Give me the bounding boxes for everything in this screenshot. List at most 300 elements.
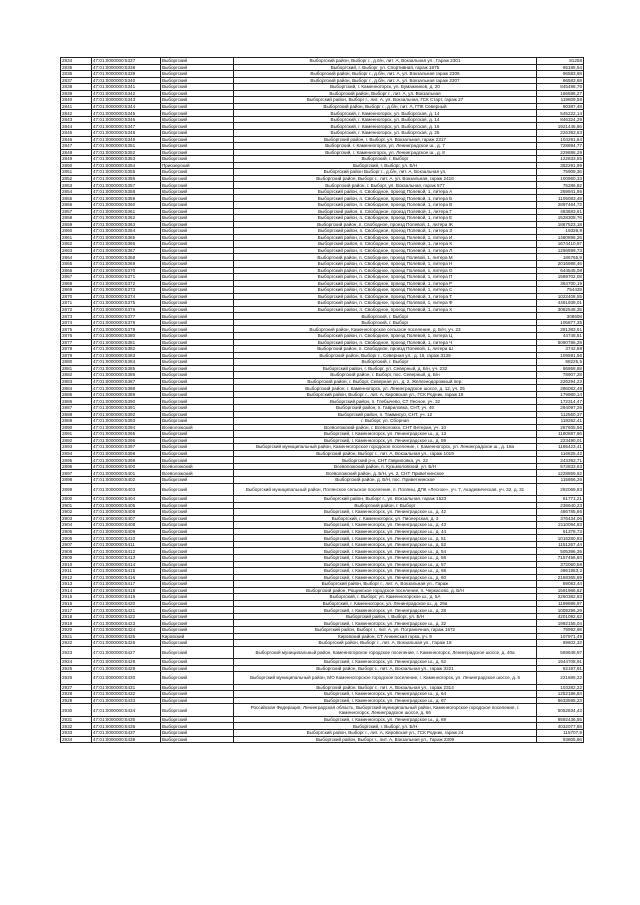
district-cell: Выборгский	[161, 646, 234, 659]
cadastral-number-cell: 47:01:0000000:5402	[92, 477, 161, 484]
cadastral-value-cell: 728894,77	[537, 143, 584, 150]
cadastral-value-cell: 5052834,43	[537, 704, 584, 717]
cadastral-value-cell: 19326,9	[537, 228, 584, 235]
cadastral-number-cell: 47:01:0000000:5355	[92, 169, 161, 176]
cadastral-number-cell: 47:01:0000000:5364	[92, 228, 161, 235]
cadastral-value-cell: 364700,19	[537, 280, 584, 287]
address-cell: Выборгский, г. Выборг, ул. Б/Н	[234, 723, 537, 730]
address-cell: Выборгский, г. Каменногорск, ул. Ленинградское ш., д. 57	[234, 561, 537, 568]
row-number-cell: 2839	[61, 90, 92, 97]
address-cell: Выборгский район, г. Выборг, ул. Вокзальная, гараж 577	[234, 182, 537, 189]
cadastral-number-cell: 47:01:0000000:5377	[92, 313, 161, 320]
cadastral-number-cell: 47:01:0000000:5347	[92, 123, 161, 130]
district-cell: Выборгский	[161, 306, 234, 313]
cadastral-number-cell: 47:01:0000000:5393	[92, 418, 161, 425]
cadastral-number-cell: 47:01:0000000:5405	[92, 502, 161, 509]
row-number-cell: 2887	[61, 404, 92, 411]
address-cell: Выборгский, г. Каменногорск, ул. Ленинградское ш., д. 51	[234, 535, 537, 542]
table-row	[61, 646, 584, 659]
district-cell: Выборгский	[161, 716, 234, 723]
district-cell: Выборгский	[161, 496, 234, 503]
row-number-cell: 2929	[61, 697, 92, 704]
row-number-cell: 2928	[61, 691, 92, 698]
address-cell: Выборгский, г. Каменногорск, ул. Ленинградское ш., д. 59	[234, 437, 537, 444]
row-number-cell: 2840	[61, 97, 92, 104]
address-cell: Выборгский район, п. Свободное, проезд Полевой, 1, литера О	[234, 267, 537, 274]
cadastral-number-cell: 47:01:0000000:5372	[92, 280, 161, 287]
cadastral-number-cell: 47:01:0000000:5434	[92, 704, 161, 717]
cadastral-value-cell: 221685,22	[537, 672, 584, 685]
row-number-cell: 2894	[61, 450, 92, 457]
address-cell: Выборгский район, п. Свободное, проезд Полевой, 1, литера В	[234, 202, 537, 209]
address-cell: Выборгский район, г. Выборг, ул. Б/Н	[234, 613, 537, 620]
table-row	[61, 672, 584, 685]
cadastral-value-cell: 505396,36	[537, 548, 584, 555]
address-cell: Выборгский, г. Каменногорск, ул. Ленинградское ш., д. 7	[234, 143, 537, 150]
cadastral-number-cell: 47:01:0000000:5380	[92, 332, 161, 339]
table-row	[61, 704, 584, 717]
cadastral-number-cell: 47:01:0000000:5345	[92, 110, 161, 117]
cadastral-value-cell: 2260382,83	[537, 594, 584, 601]
cadastral-number-cell: 47:01:0000000:5385	[92, 365, 161, 372]
row-number-cell: 2883	[61, 378, 92, 385]
row-number-cell: 2872	[61, 306, 92, 313]
address-cell: Выборгский, г. Выборг, ул. Каменногорское ш., д. 5А	[234, 594, 537, 601]
cadastral-value-cell: 846324,29	[537, 116, 584, 123]
address-cell: Выборгский район, п. Свободное, проезд Полевой, 1, литера Ч	[234, 339, 537, 346]
cadastral-number-cell: 47:01:0000000:5395	[92, 431, 161, 438]
address-cell: Выборгский район, п. Свободное, проезд Полевой, 1, литера Ф	[234, 300, 537, 307]
cadastral-number-cell: 47:01:0000000:5367	[92, 247, 161, 254]
row-number-cell: 2899	[61, 483, 92, 496]
address-cell: Выборгский, г. Каменногорск, ул. Бумажников, д. 20	[234, 84, 537, 91]
district-cell: Выборгский	[161, 697, 234, 704]
cadastral-value-cell: 308608	[537, 313, 584, 320]
district-cell: Выборгский	[161, 136, 234, 143]
cadastral-number-cell: 47:01:0000000:5366	[92, 241, 161, 248]
district-cell: Выборгский	[161, 522, 234, 529]
cadastral-value-cell: 845488,76	[537, 84, 584, 91]
cadastral-value-cell: 238640,23	[537, 502, 584, 509]
cadastral-value-cell: 1528308,76	[537, 215, 584, 222]
address-cell: Выборгский, г. Каменногорск, ул. Ленинградское ш., д. 28	[234, 607, 537, 614]
address-cell: Выборгский, г. Каменногорск, ул. Ленинградское ш., д. 62	[234, 659, 537, 666]
cadastral-value-cell: 44748,81	[537, 332, 584, 339]
row-number-cell: 2876	[61, 332, 92, 339]
cadastral-value-cell: 78907,28	[537, 372, 584, 379]
address-cell: Выборгский р-н, СНТ Гавриловка, уч. 22	[234, 457, 537, 464]
address-cell: Выборгский район, Выборг г., ул. Вокзальная, гараж 1523	[234, 496, 537, 503]
cadastral-value-cell: 1009296,29	[537, 607, 584, 614]
cadastral-number-cell: 47:01:0000000:5378	[92, 319, 161, 326]
row-number-cell: 2858	[61, 215, 92, 222]
cadastral-number-cell: 47:01:0000000:5397	[92, 444, 161, 451]
cadastral-value-cell: 362291,99	[537, 162, 584, 169]
row-number-cell: 2848	[61, 149, 92, 156]
cadastral-value-cell: 1992155,04	[537, 620, 584, 627]
cadastral-number-cell: 47:01:0000000:5432	[92, 691, 161, 698]
row-number-cell: 2910	[61, 561, 92, 568]
address-cell: Выборгский район, п. Свободное, проезд Полевой, 1, литера Ц	[234, 332, 537, 339]
district-cell: Выборгский	[161, 274, 234, 281]
district-cell: Выборгский	[161, 450, 234, 457]
address-cell: Выборгский район, Выборг г., лит. А, Вокзальная ул., Гараж 2309	[234, 736, 537, 743]
address-cell: Выборгский, г. Каменногорск, ул. Ленинградское ш., д. 29а	[234, 600, 537, 607]
cadastral-value-cell: 1228859,62	[537, 470, 584, 477]
district-cell: Выборгский	[161, 457, 234, 464]
district-cell: Выборгский	[161, 267, 234, 274]
row-number-cell: 2861	[61, 234, 92, 241]
cadastral-value-cell: 1015280,83	[537, 535, 584, 542]
row-number-cell: 2922	[61, 640, 92, 647]
address-cell: Выборгский район, п. Свободное, проезд Полевой, 1, литера Р	[234, 280, 537, 287]
cadastral-number-cell: 47:01:0000000:5398	[92, 450, 161, 457]
cadastral-number-cell: 47:01:0000000:5427	[92, 646, 161, 659]
district-cell: Выборгский	[161, 326, 234, 333]
cadastral-number-cell: 47:01:0000000:5390	[92, 398, 161, 405]
row-number-cell: 2847	[61, 143, 92, 150]
cadastral-number-cell: 47:01:0000000:5430	[92, 672, 161, 685]
address-cell: Выборгский район, п. Гавриловка, СНТ, уч. 46	[234, 404, 537, 411]
district-cell: Выборгский	[161, 116, 234, 123]
cadastral-number-cell: 47:01:0000000:5403	[92, 483, 161, 496]
cadastral-number-cell: 47:01:0000000:5387	[92, 378, 161, 385]
address-cell: Всеволожский район, п. Кузьмоловский, ул. Б/Н	[234, 463, 537, 470]
row-number-cell: 2931	[61, 716, 92, 723]
cadastral-value-cell: 2016988,46	[537, 260, 584, 267]
district-cell: Всеволожский	[161, 463, 234, 470]
cadastral-number-cell: 47:01:0000000:5376	[92, 306, 161, 313]
cadastral-value-cell: 115866,26	[537, 477, 584, 484]
address-cell: Выборгский, г. Каменногорск, ул. Ленинградское ш., д. 8	[234, 149, 537, 156]
cadastral-number-cell: 47:01:0000000:5421	[92, 607, 161, 614]
cadastral-number-cell: 47:01:0000000:5429	[92, 665, 161, 672]
cadastral-number-cell: 47:01:0000000:5409	[92, 528, 161, 535]
cadastral-value-cell: 644545,08	[537, 267, 584, 274]
district-cell: Выборгский	[161, 378, 234, 385]
row-number-cell: 2841	[61, 103, 92, 110]
address-cell: Выборгский район, Рощинское городское поселение, п. Черкасово, д. Б/Н	[234, 587, 537, 594]
address-cell: Выборгский, г. Выборг, ул. Спортивная, гараж 1875	[234, 64, 537, 71]
address-cell: Выборгский, г. Каменногорск, ул. Ленинградское ш., д. 43	[234, 522, 537, 529]
address-cell: Выборгский район, Выборг г., лит. А, Вокзальная ул., Гараж 18	[234, 640, 537, 647]
row-number-cell: 2874	[61, 319, 92, 326]
cadastral-number-cell: 47:01:0000000:5379	[92, 326, 161, 333]
district-cell: Выборгский	[161, 123, 234, 130]
address-cell: Выборгский район, п. Свободное, проезд Полевой, 1, литера М	[234, 254, 537, 261]
district-cell: Выборгский	[161, 90, 234, 97]
district-cell: Выборгский	[161, 581, 234, 588]
cadastral-value-cell: 572833,63	[537, 463, 584, 470]
cadastral-number-cell: 47:01:0000000:5352	[92, 149, 161, 156]
cadastral-value-cell: 226393,63	[537, 130, 584, 137]
district-cell: Выборгский	[161, 319, 234, 326]
row-number-cell: 2892	[61, 437, 92, 444]
cadastral-number-cell: 47:01:0000000:5419	[92, 594, 161, 601]
cadastral-value-cell: 292069,83	[537, 483, 584, 496]
cadastral-value-cell: 1180687,86	[537, 431, 584, 438]
cadastral-number-cell: 47:01:0000000:5353	[92, 156, 161, 163]
district-cell: Выборгский	[161, 300, 234, 307]
cadastral-value-cell: 223490,01	[537, 437, 584, 444]
row-number-cell: 2857	[61, 208, 92, 215]
district-cell: Выборгский	[161, 437, 234, 444]
row-number-cell: 2930	[61, 704, 92, 717]
district-cell: Выборгский	[161, 287, 234, 294]
cadastral-number-cell: 47:01:0000000:5426	[92, 640, 161, 647]
cadastral-value-cell: 1165423,41	[537, 444, 584, 451]
row-number-cell: 2924	[61, 659, 92, 666]
cadastral-number-cell: 47:01:0000000:5346	[92, 116, 161, 123]
cadastral-value-cell: 109591,56	[537, 352, 584, 359]
row-number-cell: 2845	[61, 130, 92, 137]
district-cell: Выборгский	[161, 672, 234, 685]
cadastral-number-cell: 47:01:0000000:5363	[92, 221, 161, 228]
address-cell: Выборгский район, г. Выборг, ул. Вокзальная, гараж 2317	[234, 136, 537, 143]
district-cell: Выборгский	[161, 175, 234, 182]
cadastral-number-cell: 47:01:0000000:5389	[92, 391, 161, 398]
district-cell: Выборгский	[161, 509, 234, 516]
district-cell: Выборгский	[161, 385, 234, 392]
address-cell: Выборгский муниципальный район, Каменногорское городское поселение, г. Каменногорск, ул. Ленинградское ш., д. 18а	[234, 444, 537, 451]
cadastral-value-cell: 372060,58	[537, 561, 584, 568]
district-cell: Выборгский	[161, 594, 234, 601]
district-cell: Выборгский	[161, 130, 234, 137]
cadastral-value-cell: 1674410,97	[537, 241, 584, 248]
cadastral-value-cell: 122833,55	[537, 156, 584, 163]
district-cell: Всеволожский	[161, 470, 234, 477]
address-cell: Выборгский, г. Выборг, ул. Б/Н	[234, 162, 537, 169]
cadastral-number-cell: 47:01:0000000:5412	[92, 548, 161, 555]
address-cell: Выборгский район, Выборг г., Северная ул., д. 18, гараж 3139	[234, 352, 537, 359]
cadastral-number-cell: 47:01:0000000:5348	[92, 130, 161, 137]
address-cell: Выборгский район, п. Свободное, проезд Полевой, 1, литера Т	[234, 293, 537, 300]
district-cell: Выборгский	[161, 568, 234, 575]
cadastral-number-cell: 47:01:0000000:5371	[92, 274, 161, 281]
address-cell: Выборгский район, Выборг г., лит. А, Вокзальная ул., гараж 3221	[234, 665, 537, 672]
address-cell: Выборгский, г. Каменногорск, ул. Ленинградское ш., д. 54	[234, 548, 537, 555]
district-cell: Выборгский	[161, 391, 234, 398]
address-cell: Выборгский район, п. Свободное, проезд Полевой, 1, литера П	[234, 274, 537, 281]
district-cell: Выборгский	[161, 736, 234, 743]
row-number-cell: 2914	[61, 587, 92, 594]
row-number-cell: 2927	[61, 684, 92, 691]
address-cell: Выборгский район, Выборг г., лит. А, ул. Вокзальная, гараж 2416	[234, 175, 537, 182]
cadastral-number-cell: 47:01:0000000:5410	[92, 535, 161, 542]
cadastral-number-cell: 47:01:0000000:5356	[92, 175, 161, 182]
address-cell: Выборгский район, д. Б/Н, пос. Приветнинское	[234, 477, 537, 484]
row-number-cell: 2884	[61, 385, 92, 392]
row-number-cell: 2842	[61, 110, 92, 117]
row-number-cell: 2838	[61, 84, 92, 91]
address-cell: Выборгский район, г. Выборг, ул. Северный, д. Б/н, уч. 232	[234, 365, 537, 372]
row-number-cell: 2849	[61, 156, 92, 163]
cadastral-value-table	[60, 57, 584, 743]
cadastral-value-cell: 86868,68	[537, 365, 584, 372]
cadastral-value-cell: 1151267,44	[537, 541, 584, 548]
cadastral-value-cell: 93805,86	[537, 736, 584, 743]
cadastral-number-cell: 47:01:0000000:5338	[92, 64, 161, 71]
district-cell: Выборгский	[161, 84, 234, 91]
cadastral-number-cell: 47:01:0000000:5420	[92, 600, 161, 607]
cadastral-value-cell: 89083,44	[537, 581, 584, 588]
district-cell: Выборгский	[161, 234, 234, 241]
cadastral-number-cell: 47:01:0000000:5337	[92, 58, 161, 65]
cadastral-number-cell: 47:01:0000000:5433	[92, 697, 161, 704]
cadastral-number-cell: 47:01:0000000:5357	[92, 182, 161, 189]
address-cell: Выборгский, г. Выборг	[234, 156, 537, 163]
cadastral-number-cell: 47:01:0000000:5413	[92, 554, 161, 561]
cadastral-value-cell: 82197,91	[537, 665, 584, 672]
address-cell: Выборгский, г. Каменногорск, ул. Выборгская, д. 14	[234, 116, 537, 123]
district-cell: Выборгский	[161, 483, 234, 496]
district-cell: Выборгский	[161, 215, 234, 222]
address-cell: Всеволожский район, д. Б/Н, уч. 2, СНТ Приветнинское	[234, 470, 537, 477]
district-cell: Выборгский	[161, 110, 234, 117]
table-row	[61, 483, 584, 496]
row-number-cell: 2888	[61, 411, 92, 418]
district-cell: Выборгский	[161, 541, 234, 548]
cadastral-number-cell: 47:01:0000000:5358	[92, 188, 161, 195]
district-cell: Выборгский	[161, 574, 234, 581]
row-number-cell: 2882	[61, 372, 92, 379]
cadastral-number-cell: 47:01:0000000:5392	[92, 411, 161, 418]
district-cell: Выборгский	[161, 195, 234, 202]
row-number-cell: 2921	[61, 633, 92, 640]
district-cell: Выборгский	[161, 477, 234, 484]
cadastral-value-cell: 2110094,83	[537, 522, 584, 529]
cadastral-value-cell: 1022408,55	[537, 293, 584, 300]
row-number-cell: 2889	[61, 418, 92, 425]
district-cell: Выборгский	[161, 359, 234, 366]
cadastral-number-cell: 47:01:0000000:5349	[92, 136, 161, 143]
address-cell: Выборгский район, п. Свободное, проезд Полевой, 1, литера З	[234, 228, 537, 235]
cadastral-value-cell: 4461939,01	[537, 300, 584, 307]
district-cell: Выборгский	[161, 58, 234, 65]
cadastral-value-cell: 243393,71	[537, 457, 584, 464]
cadastral-value-cell: 107971,49	[537, 633, 584, 640]
cadastral-number-cell: 47:01:0000000:5386	[92, 372, 161, 379]
address-cell: Выборгский район, Каменногорское сельское поселение, д. Б/Н, уч. 23	[234, 326, 537, 333]
row-number-cell: 2926	[61, 672, 92, 685]
address-cell: Выборгский район, п. Свободное, проезд Полевой, 1, литера К	[234, 241, 537, 248]
cadastral-value-cell: 1921445,56	[537, 123, 584, 130]
row-number-cell: 2837	[61, 77, 92, 84]
cadastral-number-cell: 47:01:0000000:5382	[92, 346, 161, 353]
district-cell: Выборгский	[161, 346, 234, 353]
district-cell: Выборгский	[161, 704, 234, 717]
row-number-cell: 2867	[61, 274, 92, 281]
row-number-cell: 2850	[61, 162, 92, 169]
cadastral-number-cell: 47:01:0000000:5374	[92, 293, 161, 300]
cadastral-value-cell: 545222,14	[537, 110, 584, 117]
cadastral-value-cell: 105877,35	[537, 319, 584, 326]
cadastral-number-cell: 47:01:0000000:5411	[92, 541, 161, 548]
address-cell: Выборгский муниципальный район, Полянское сельское поселение, п. Поляны, ДПК «Лесное», уч. 7, Академическая, уч. 32, д. 31	[234, 483, 537, 496]
cadastral-value-cell: 119262,41	[537, 418, 584, 425]
cadastral-value-cell: 100960,33	[537, 175, 584, 182]
district-cell: Выборгский	[161, 607, 234, 614]
cadastral-number-cell: 47:01:0000000:5339	[92, 71, 161, 78]
address-cell: Выборгский район, Выборг г., лит. А, ул. Пограничная, гараж 1572	[234, 626, 537, 633]
cadastral-value-cell: 4201092,62	[537, 613, 584, 620]
row-number-cell: 2843	[61, 116, 92, 123]
cadastral-value-cell: 115707,9	[537, 729, 584, 736]
cadastral-value-cell: 75909,36	[537, 169, 584, 176]
cadastral-value-cell: 486785,66	[537, 509, 584, 516]
district-cell: Выборгский	[161, 228, 234, 235]
cadastral-value-cell: 166586,27	[537, 90, 584, 97]
row-number-cell: 2897	[61, 470, 92, 477]
row-number-cell: 2890	[61, 424, 92, 431]
row-number-cell: 2879	[61, 352, 92, 359]
row-number-cell: 2868	[61, 280, 92, 287]
cadastral-number-cell: 47:01:0000000:5369	[92, 260, 161, 267]
address-cell: Выборгский район, п. Свободное, проезд Полевой, 1, литера Ж	[234, 221, 537, 228]
cadastral-value-cell: 96583,68	[537, 71, 584, 78]
row-number-cell: 2865	[61, 260, 92, 267]
row-number-cell: 2863	[61, 247, 92, 254]
cadastral-value-cell: 376434,06	[537, 515, 584, 522]
address-cell: Выборгский, г. Каменногорск, ул. Ленинградское ш., д. 52	[234, 541, 537, 548]
cadastral-number-cell: 47:01:0000000:5365	[92, 234, 161, 241]
address-cell: Выборгский район, Выборг г., лит. А, Вокзальная ул., гараж 1019	[234, 450, 537, 457]
cadastral-number-cell: 47:01:0000000:5342	[92, 90, 161, 97]
cadastral-number-cell: 47:01:0000000:5424	[92, 626, 161, 633]
row-number-cell: 2870	[61, 293, 92, 300]
row-number-cell: 2896	[61, 463, 92, 470]
address-cell: Выборгский район, п. Свободное, проезд Полевой, 1, литера И	[234, 234, 537, 241]
cadastral-value-cell: 294097,26	[537, 404, 584, 411]
district-cell: Выборгский	[161, 659, 234, 666]
district-cell: Выборгский	[161, 103, 234, 110]
district-cell: Выборгский	[161, 280, 234, 287]
district-cell: Выборгский	[161, 561, 234, 568]
district-cell: Выборгский	[161, 247, 234, 254]
district-cell: Выборгский	[161, 600, 234, 607]
cadastral-value-cell: 2158365,59	[537, 574, 584, 581]
cadastral-value-cell: 4032077,88	[537, 723, 584, 730]
cadastral-number-cell: 47:01:0000000:5362	[92, 215, 161, 222]
row-number-cell: 2885	[61, 391, 92, 398]
district-cell: Выборгский	[161, 502, 234, 509]
district-cell: Выборгский	[161, 691, 234, 698]
cadastral-value-cell: 1591966,62	[537, 587, 584, 594]
cadastral-number-cell: 47:01:0000000:5375	[92, 300, 161, 307]
district-cell: Выборгский	[161, 332, 234, 339]
cadastral-value-cell: 119809,58	[537, 97, 584, 104]
cadastral-value-cell: 98225,5	[537, 359, 584, 366]
cadastral-number-cell: 47:01:0000000:5396	[92, 437, 161, 444]
address-cell: Выборгский район, п. Свободное, проезд Полевой, 1, литера Г	[234, 208, 537, 215]
cadastral-number-cell: 47:01:0000000:5354	[92, 162, 161, 169]
cadastral-number-cell: 47:01:0000000:5394	[92, 424, 161, 431]
cadastral-number-cell: 47:01:0000000:5438	[92, 736, 161, 743]
row-number-cell: 2851	[61, 169, 92, 176]
row-number-cell: 2934	[61, 736, 92, 743]
district-cell: Выборгский	[161, 365, 234, 372]
cadastral-value-cell: 1867523,18	[537, 221, 584, 228]
district-cell: Выборгский	[161, 221, 234, 228]
cadastral-value-cell: 75286,92	[537, 182, 584, 189]
district-cell: Выборгский	[161, 398, 234, 405]
cadastral-value-cell: 179980,14	[537, 391, 584, 398]
address-cell: Выборгский район, г. Выборг, пос. Северный, д. Б/н	[234, 372, 537, 379]
cadastral-value-cell: 61378,73	[537, 528, 584, 535]
district-cell: Выборгский	[161, 208, 234, 215]
cadastral-value-cell: 1199886,97	[537, 600, 584, 607]
cadastral-value-cell: 1252186,84	[537, 691, 584, 698]
